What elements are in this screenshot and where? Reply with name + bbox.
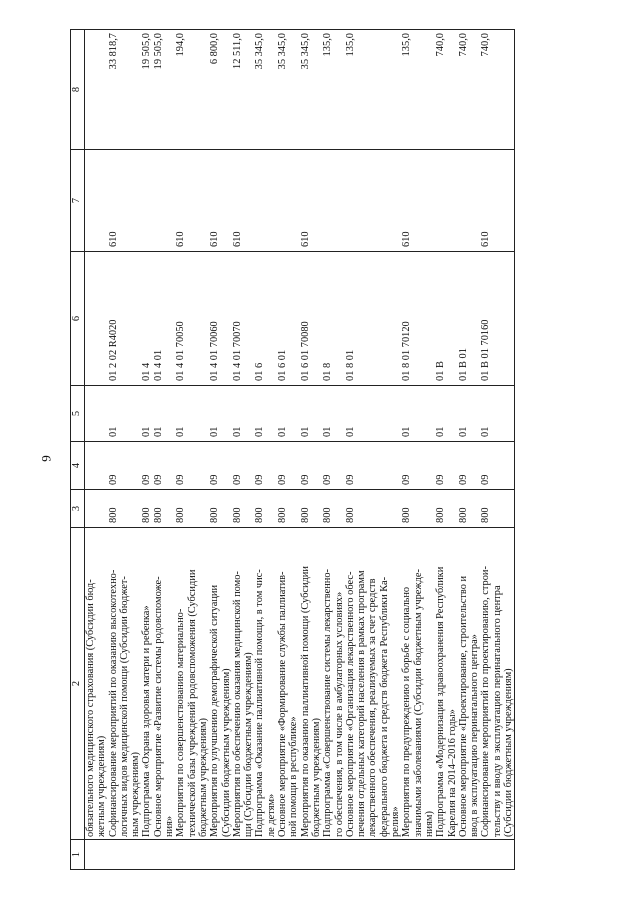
row-c4-cell: 09 09 bbox=[141, 442, 175, 490]
row-c3-cell: 800 bbox=[277, 490, 300, 528]
row-number-cell bbox=[254, 840, 277, 870]
row-c5-cell: 01 bbox=[435, 386, 458, 442]
row-c6-cell: 01 4 01 4 01 bbox=[141, 252, 175, 386]
row-number-cell bbox=[141, 840, 175, 870]
row-c7-cell: 610 bbox=[401, 150, 435, 252]
row-c3-cell bbox=[85, 490, 108, 528]
row-c3-cell: 800 bbox=[480, 490, 514, 528]
row-number-cell bbox=[401, 840, 435, 870]
row-c5-cell: 01 bbox=[175, 386, 209, 442]
row-c6-cell: 01 В 01 70160 bbox=[480, 252, 514, 386]
row-c7-cell: 610 bbox=[232, 150, 255, 252]
row-c3-cell: 800 bbox=[108, 490, 142, 528]
row-number-cell bbox=[300, 840, 323, 870]
row-c4-cell: 09 bbox=[345, 442, 401, 490]
row-c6-cell: 01 8 bbox=[322, 252, 345, 386]
row-c7-cell bbox=[435, 150, 458, 252]
row-c3-cell: 800 bbox=[401, 490, 435, 528]
row-c6-cell: 01 8 01 bbox=[345, 252, 401, 386]
row-c6-cell: 01 4 01 70060 bbox=[209, 252, 232, 386]
table-row bbox=[401, 30, 435, 870]
row-name-cell: Мероприятия по совершенствованию материально- технической базы учреждений родовспоможения (Субсидии бюджетным учреждениям) bbox=[175, 528, 209, 840]
row-number-cell bbox=[232, 840, 255, 870]
row-c8-cell: 12 511,0 bbox=[232, 30, 255, 150]
row-c7-cell bbox=[254, 150, 277, 252]
table-row bbox=[458, 30, 481, 870]
header-cell-1: 1 bbox=[71, 840, 85, 870]
row-c3-cell: 800 bbox=[345, 490, 401, 528]
row-c8-cell: 19 505,0 19 505,0 bbox=[141, 30, 175, 150]
table-row bbox=[209, 30, 232, 870]
row-c4-cell bbox=[85, 442, 108, 490]
row-name-cell: Софинансирование мероприятий по проектированию, строи- тельству и вводу в эксплуатацию перинатального центра (Субсидии бюджетным учреждениям) bbox=[480, 528, 514, 840]
row-c7-cell: 610 bbox=[108, 150, 142, 252]
row-c6-cell bbox=[85, 252, 108, 386]
row-name-cell: Мероприятия по предупреждению и борьбе с социально значимыми заболеваниями (Субсидии бюджетным учрежде- ниям) bbox=[401, 528, 435, 840]
budget-table bbox=[70, 29, 515, 870]
table-body bbox=[85, 30, 515, 870]
row-number-cell bbox=[322, 840, 345, 870]
row-c8-cell: 740,0 bbox=[458, 30, 481, 150]
row-c7-cell: 610 bbox=[209, 150, 232, 252]
row-c5-cell bbox=[85, 386, 108, 442]
row-c8-cell: 35 345,0 bbox=[277, 30, 300, 150]
header-cell-8: 8 bbox=[71, 30, 85, 150]
header-cell-7: 7 bbox=[71, 150, 85, 252]
page-number: 9 bbox=[38, 455, 54, 462]
row-c7-cell bbox=[322, 150, 345, 252]
row-c8-cell: 135,0 bbox=[401, 30, 435, 150]
row-c7-cell: 610 bbox=[300, 150, 323, 252]
row-c8-cell: 135,0 bbox=[322, 30, 345, 150]
header-cell-3: 3 bbox=[71, 490, 85, 528]
row-c5-cell: 01 01 bbox=[141, 386, 175, 442]
table-row bbox=[345, 30, 401, 870]
row-number-cell bbox=[435, 840, 458, 870]
row-c4-cell: 09 bbox=[458, 442, 481, 490]
row-c6-cell: 01 2 02 R4020 bbox=[108, 252, 142, 386]
row-c5-cell: 01 bbox=[458, 386, 481, 442]
row-c4-cell: 09 bbox=[480, 442, 514, 490]
row-number-cell bbox=[175, 840, 209, 870]
row-name-cell: Основное мероприятие «Проектирование, строительство и ввод в эксплуатацию перинатального центра» bbox=[458, 528, 481, 840]
table-row bbox=[232, 30, 255, 870]
row-c4-cell: 09 bbox=[209, 442, 232, 490]
row-c6-cell: 01 8 01 70120 bbox=[401, 252, 435, 386]
row-number-cell bbox=[458, 840, 481, 870]
row-name-cell: Подпрограмма «Охрана здоровья матери и ребенка» Основное мероприятие «Развитие системы родовспоможе- ния» bbox=[141, 528, 175, 840]
row-c4-cell: 09 bbox=[175, 442, 209, 490]
row-c3-cell: 800 bbox=[209, 490, 232, 528]
row-c5-cell: 01 bbox=[232, 386, 255, 442]
row-number-cell bbox=[85, 840, 108, 870]
row-c7-cell bbox=[141, 150, 175, 252]
row-c3-cell: 800 800 bbox=[141, 490, 175, 528]
row-c7-cell bbox=[277, 150, 300, 252]
row-c3-cell: 800 bbox=[254, 490, 277, 528]
row-c4-cell: 09 bbox=[322, 442, 345, 490]
row-c8-cell: 135,0 bbox=[345, 30, 401, 150]
header-row bbox=[71, 30, 85, 870]
table-header bbox=[71, 30, 85, 870]
row-c8-cell: 35 345,0 bbox=[254, 30, 277, 150]
row-name-cell: Подпрограмма «Совершенствование системы лекарственно- го обеспечения, в том числе в амбулаторных условиях» bbox=[322, 528, 345, 840]
header-cell-4: 4 bbox=[71, 442, 85, 490]
row-c4-cell: 09 bbox=[435, 442, 458, 490]
table-row bbox=[141, 30, 175, 870]
table-row bbox=[85, 30, 108, 870]
row-c5-cell: 01 bbox=[322, 386, 345, 442]
row-c6-cell: 01 В 01 bbox=[458, 252, 481, 386]
row-c5-cell: 01 bbox=[300, 386, 323, 442]
row-c7-cell: 610 bbox=[175, 150, 209, 252]
row-c8-cell: 194,0 bbox=[175, 30, 209, 150]
row-c6-cell: 01 В bbox=[435, 252, 458, 386]
row-name-cell: Основное мероприятие «Организация лекарственного обес- печения отдельных категорий населения в рамках программ лекарственного обеспечения, реализуемых за счет средств федерального бюджета и средств бюджета Республики Ка- релия» bbox=[345, 528, 401, 840]
table-row bbox=[175, 30, 209, 870]
rotated-table-container bbox=[70, 30, 600, 870]
header-cell-5: 5 bbox=[71, 386, 85, 442]
row-c7-cell: 610 bbox=[480, 150, 514, 252]
row-c8-cell bbox=[85, 30, 108, 150]
row-c5-cell: 01 bbox=[345, 386, 401, 442]
row-c5-cell: 01 bbox=[254, 386, 277, 442]
row-number-cell bbox=[345, 840, 401, 870]
row-c6-cell: 01 6 01 70080 bbox=[300, 252, 323, 386]
row-c5-cell: 01 bbox=[401, 386, 435, 442]
row-c6-cell: 01 4 01 70050 bbox=[175, 252, 209, 386]
row-c4-cell: 09 bbox=[277, 442, 300, 490]
row-name-cell: Основное мероприятие «Формирование службы паллиатив- ной помощи в республике» bbox=[277, 528, 300, 840]
header-cell-2: 2 bbox=[71, 528, 85, 840]
row-number-cell bbox=[108, 840, 142, 870]
row-c3-cell: 800 bbox=[175, 490, 209, 528]
row-c7-cell bbox=[458, 150, 481, 252]
row-c5-cell: 01 bbox=[209, 386, 232, 442]
table-row bbox=[435, 30, 458, 870]
table-row bbox=[322, 30, 345, 870]
row-number-cell bbox=[209, 840, 232, 870]
row-name-cell: Подпрограмма «Модернизация здравоохранения Республики Карелия на 2014–2016 годы» bbox=[435, 528, 458, 840]
row-c8-cell: 6 800,0 bbox=[209, 30, 232, 150]
table-row bbox=[277, 30, 300, 870]
table-row bbox=[108, 30, 142, 870]
row-c3-cell: 800 bbox=[322, 490, 345, 528]
row-c6-cell: 01 6 bbox=[254, 252, 277, 386]
table-row bbox=[480, 30, 514, 870]
row-c5-cell: 01 bbox=[480, 386, 514, 442]
row-number-cell bbox=[480, 840, 514, 870]
row-c8-cell: 33 818,7 bbox=[108, 30, 142, 150]
row-name-cell: Мероприятия по обеспечению оказания медицинской помо- щи (Субсидии бюджетным учреждениям) bbox=[232, 528, 255, 840]
row-c8-cell: 35 345,0 bbox=[300, 30, 323, 150]
row-name-cell: Подпрограмма «Оказание паллиативной помощи, в том чис- ле детям» bbox=[254, 528, 277, 840]
row-c4-cell: 09 bbox=[232, 442, 255, 490]
row-name-cell: Мероприятия по улучшению демографической ситуации (Субсидии бюджетным учреждениям) bbox=[209, 528, 232, 840]
row-c4-cell: 09 bbox=[300, 442, 323, 490]
row-c4-cell: 09 bbox=[108, 442, 142, 490]
row-number-cell bbox=[277, 840, 300, 870]
row-name-cell: Мероприятия по оказанию паллиативной помощи (Субсидии бюджетным учреждениям) bbox=[300, 528, 323, 840]
row-c3-cell: 800 bbox=[458, 490, 481, 528]
row-name-cell: Софинансирование мероприятий по оказанию высокотехно- логичных видов медицинской помощи (Субсидии бюджет- ным учреждениям) bbox=[108, 528, 142, 840]
row-name-cell: обязательного медицинского страхования (Субсидии бюд- жетным учреждениям) bbox=[85, 528, 108, 840]
row-c7-cell bbox=[85, 150, 108, 252]
row-c4-cell: 09 bbox=[254, 442, 277, 490]
row-c7-cell bbox=[345, 150, 401, 252]
row-c3-cell: 800 bbox=[300, 490, 323, 528]
row-c5-cell: 01 bbox=[108, 386, 142, 442]
table-row bbox=[300, 30, 323, 870]
row-c6-cell: 01 6 01 bbox=[277, 252, 300, 386]
row-c8-cell: 740,0 bbox=[480, 30, 514, 150]
row-c6-cell: 01 4 01 70070 bbox=[232, 252, 255, 386]
table-row bbox=[254, 30, 277, 870]
row-c8-cell: 740,0 bbox=[435, 30, 458, 150]
row-c4-cell: 09 bbox=[401, 442, 435, 490]
row-c3-cell: 800 bbox=[232, 490, 255, 528]
header-cell-6: 6 bbox=[71, 252, 85, 386]
row-c5-cell: 01 bbox=[277, 386, 300, 442]
row-c3-cell: 800 bbox=[435, 490, 458, 528]
